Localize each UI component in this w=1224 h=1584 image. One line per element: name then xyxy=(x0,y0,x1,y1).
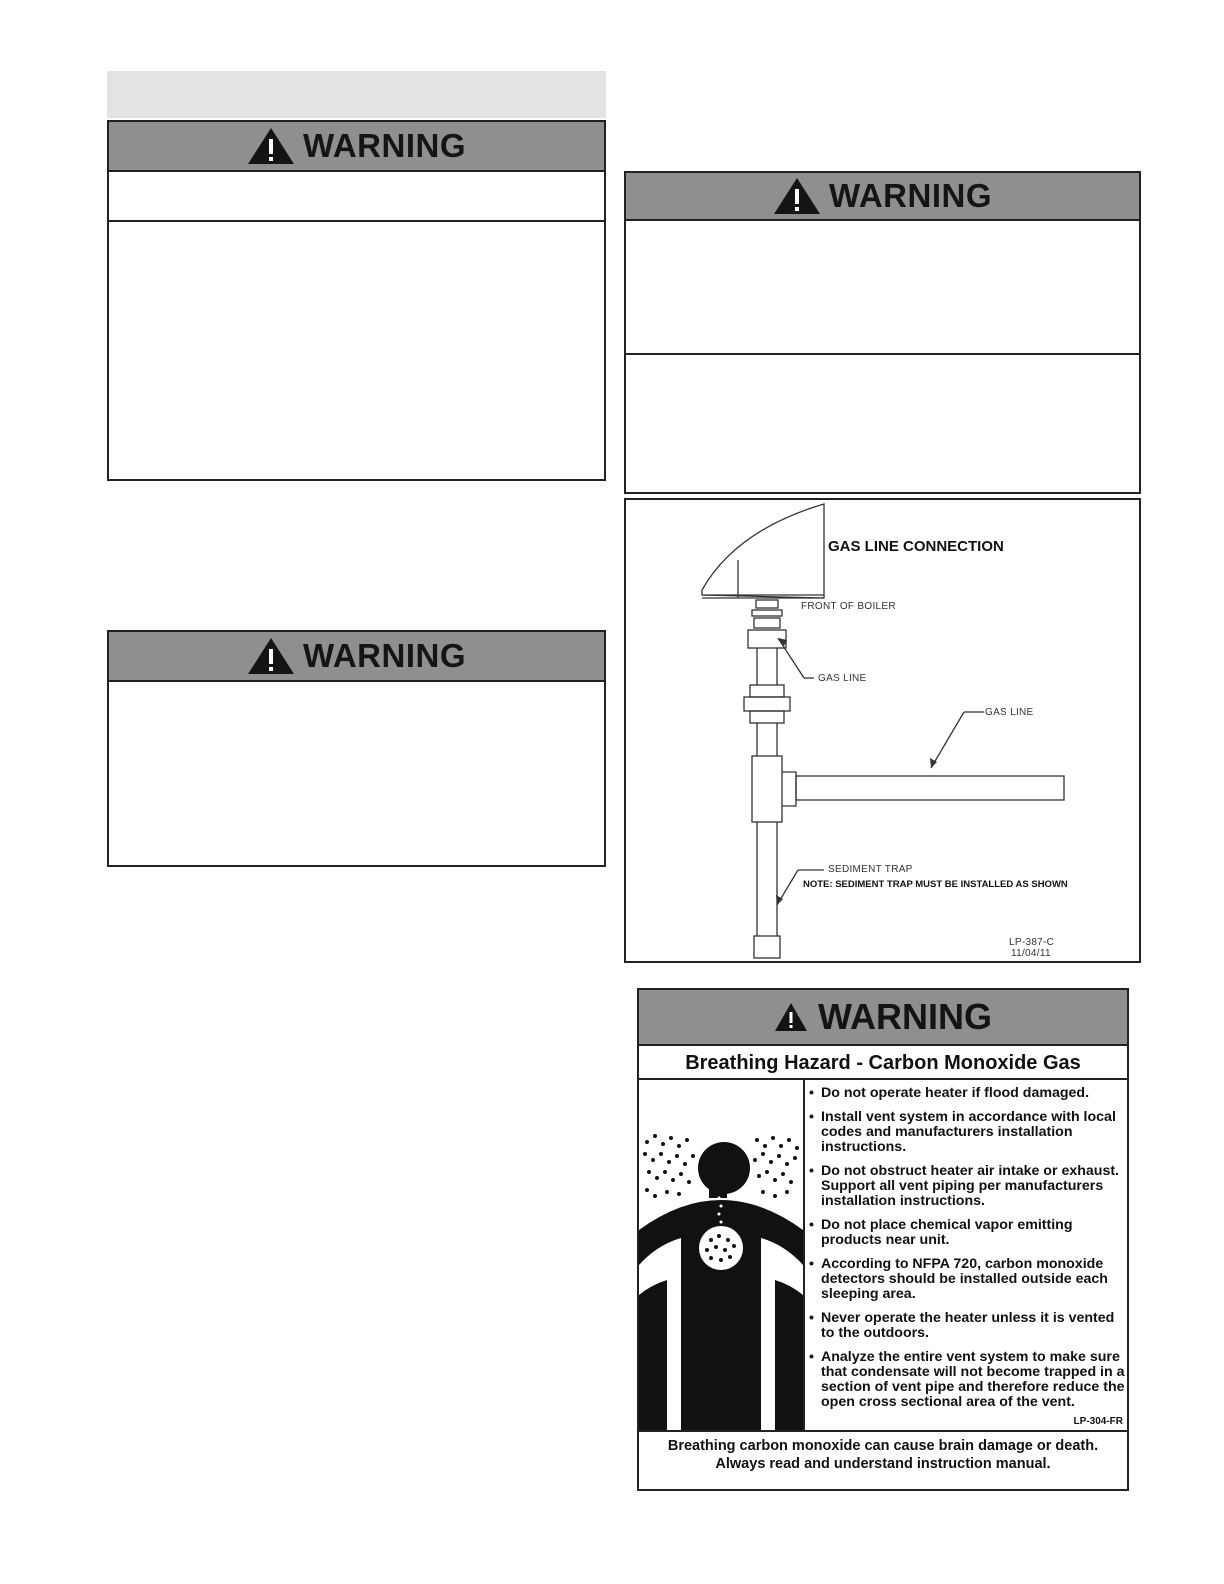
warning-box-1 xyxy=(107,120,606,481)
co-footer-line-1: Breathing carbon monoxide can cause brain damage or death. xyxy=(667,1438,1099,1454)
warning-label: WARNING xyxy=(303,637,466,674)
warning-label: WARNING xyxy=(829,177,992,214)
list-item: • Do not obstruct heater air intake or exhaust. Support all vent piping per manufacturers installation instructions. xyxy=(809,1164,1127,1209)
warning-label: WARNING xyxy=(303,127,466,164)
diagram-code: LP-387-C xyxy=(1009,937,1055,948)
co-hazard-list xyxy=(809,1086,1127,1419)
gas-line-drawing xyxy=(626,500,1139,961)
breathing-hazard-pictogram xyxy=(639,1080,805,1430)
co-footer-line-2: Always read and understand instruction manual. xyxy=(715,1456,1051,1472)
sediment-trap-note: NOTE: SEDIMENT TRAP MUST BE INSTALLED AS SHOWN xyxy=(803,879,1068,890)
divider xyxy=(109,220,604,222)
list-item: • According to NFPA 720, carbon monoxide detectors should be installed outside each sleeping area. xyxy=(809,1257,1127,1302)
co-subtitle: Breathing Hazard - Carbon Monoxide Gas xyxy=(639,1046,1127,1080)
list-item: • Do not operate heater if flood damaged. xyxy=(809,1086,1127,1101)
front-of-boiler-label: FRONT OF BOILER xyxy=(801,601,896,612)
warning-header-3 xyxy=(626,173,1139,221)
co-footer xyxy=(639,1430,1127,1491)
co-label-code: LP-304-FR xyxy=(1073,1416,1123,1427)
warning-triangle-icon xyxy=(773,177,821,215)
warning-triangle-icon xyxy=(247,127,295,165)
diagram-title: GAS LINE CONNECTION xyxy=(828,538,1004,555)
list-item: • Never operate the heater unless it is vented to the outdoors. xyxy=(809,1311,1127,1341)
co-warning-label: WARNING xyxy=(818,996,992,1037)
warning-triangle-icon xyxy=(247,637,295,675)
co-header xyxy=(639,990,1127,1046)
warning-box-2 xyxy=(107,630,606,867)
warning-header-1 xyxy=(109,122,604,172)
diagram-date: 11/04/11 xyxy=(1011,948,1051,959)
divider xyxy=(626,353,1139,355)
carbon-monoxide-label xyxy=(637,988,1129,1491)
warning-triangle-icon xyxy=(774,1002,808,1032)
warning-header-2 xyxy=(109,632,604,682)
section-header-band xyxy=(107,71,606,118)
list-item: • Do not place chemical vapor emitting products near unit. xyxy=(809,1218,1127,1248)
warning-box-3 xyxy=(624,171,1141,494)
gas-line-label-1: GAS LINE xyxy=(818,673,867,684)
sediment-trap-label: SEDIMENT TRAP xyxy=(828,864,913,875)
gas-line-label-2: GAS LINE xyxy=(985,707,1034,718)
gas-line-diagram xyxy=(624,498,1141,963)
list-item: • Analyze the entire vent system to make sure that condensate will not become trapped in a section of vent pipe and therefore reduce the open cross sectional area of the vent. xyxy=(809,1350,1127,1410)
list-item: • Install vent system in accordance with local codes and manufacturers installation instructions. xyxy=(809,1110,1127,1155)
